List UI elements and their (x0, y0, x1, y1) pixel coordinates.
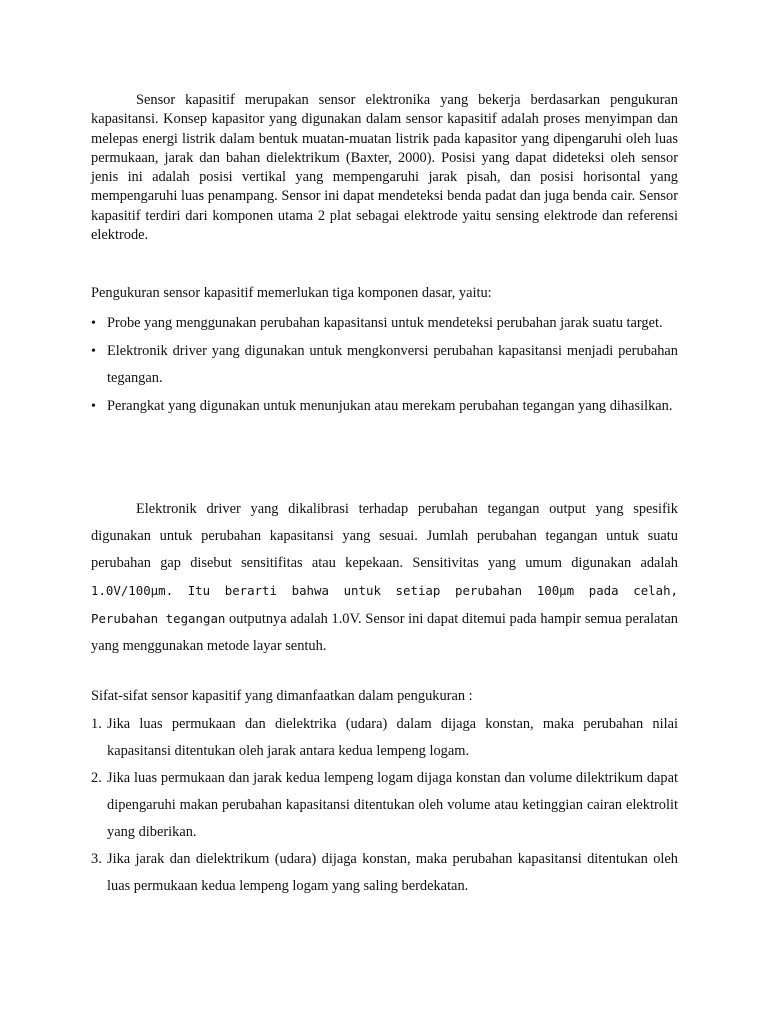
bullet-icon: • (91, 344, 96, 359)
list-item-text: Jika jarak dan dielektrikum (udara) dijaga konstan, maka perubahan kapasitansi ditentukan oleh luas permukaan kedua lempeng logam yang saling berdekatan. (107, 851, 678, 894)
list-item (91, 765, 678, 846)
properties-intro: Sifat-sifat sensor kapasitif yang dimanfaatkan dalam pengukuran : (91, 688, 473, 704)
bullet-icon: • (91, 316, 96, 331)
sensitivity-text-part2: outputnya adalah 1.0V. Sensor ini dapat ditemui pada hampir semua peralatan yang menggunakan metode layar sentuh. (91, 611, 678, 654)
list-item (91, 711, 678, 765)
list-item-text: Elektronik driver yang digunakan untuk mengkonversi perubahan kapasitansi menjadi perubahan tegangan. (107, 343, 678, 386)
components-list (91, 310, 678, 420)
list-number: 2. (91, 770, 102, 786)
sensitivity-paragraph (91, 496, 678, 660)
list-item-text: Probe yang menggunakan perubahan kapasitansi untuk mendeteksi perubahan jarak suatu target. (107, 315, 663, 331)
list-item-text: Jika luas permukaan dan jarak kedua lempeng logam dijaga konstan dan volume dilektrikum dapat dipengaruhi makan perubahan kapasitansi ditentukan oleh volume atau ketinggian cairan elektrolit yang diberikan. (107, 770, 678, 840)
list-item (91, 846, 678, 900)
components-intro: Pengukuran sensor kapasitif memerlukan tiga komponen dasar, yaitu: (91, 285, 492, 301)
intro-paragraph: Sensor kapasitif merupakan sensor elektronika yang bekerja berdasarkan pengukuran kapasitansi. Konsep kapasitor yang digunakan dalam sensor kapasitif adalah proses menyimpan dan melepas energi listrik dalam bentuk muatan-muatan listrik pada kapasitor yang dipengaruhi oleh luas permukaan, jarak dan bahan dielektrikum (Baxter, 2000). Posisi yang dapat dideteksi oleh sensor jenis ini adalah posisi vertikal yang mempengaruhi jarak pisah, dan posisi horisontal yang mempengaruhi luas penampang. Sensor ini dapat mendeteksi benda padat dan juga benda cair. Sensor kapasitif terdiri dari komponen utama 2 plat sebagai elektrode yaitu sensing elektrode dan referensi elektrode. (91, 92, 678, 244)
list-item (91, 393, 678, 420)
list-item-text: Perangkat yang digunakan untuk menunjukan atau merekam perubahan tegangan yang dihasilkan. (107, 398, 673, 414)
bullet-icon: • (91, 399, 96, 414)
sensitivity-text-part1: Elektronik driver yang dikalibrasi terhadap perubahan tegangan output yang spesifik digunakan untuk perubahan kapasitansi yang sesuai. Jumlah perubahan tegangan untuk suatu perubahan gap disebut sensitifitas atau kepekaan. Sensitivitas yang umum digunakan adalah (91, 501, 678, 571)
list-number: 1. (91, 716, 102, 732)
list-item (91, 338, 678, 392)
list-item-text: Jika luas permukaan dan dielektrika (udara) dalam dijaga konstan, maka perubahan nilai kapasitansi ditentukan oleh jarak antara kedua lempeng logam. (107, 716, 678, 759)
list-number: 3. (91, 851, 102, 867)
properties-list (91, 711, 678, 900)
list-item (91, 310, 678, 337)
sensitivity-mono-text: 1.0V/100µm. Itu berarti bahwa untuk setiap perubahan 100µm pada celah, Perubahan tegangan (91, 583, 678, 626)
